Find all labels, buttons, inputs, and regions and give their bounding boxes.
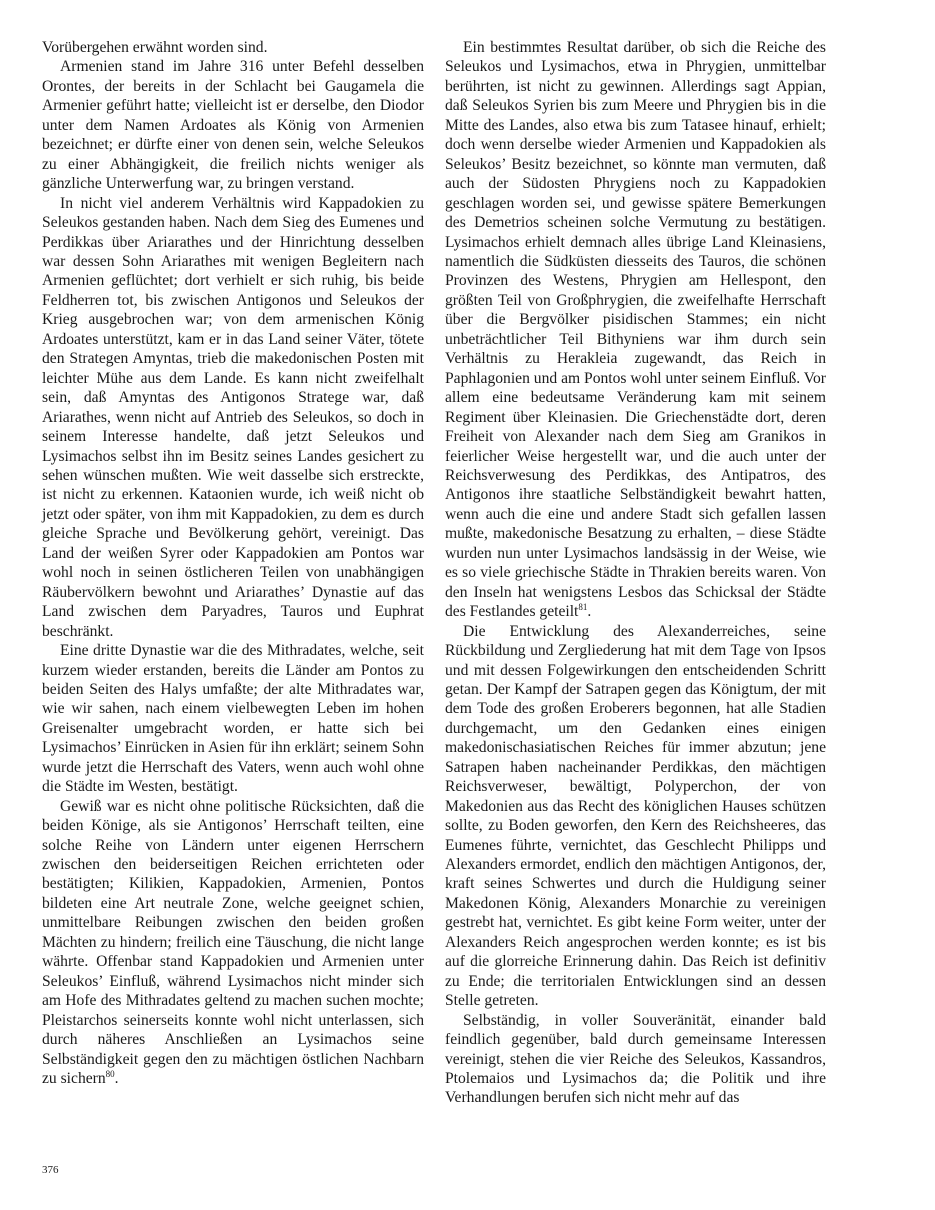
- paragraph-end: .: [114, 1070, 119, 1088]
- footnote-marker[interactable]: 81: [578, 601, 588, 612]
- paragraph: Selbständig, in voller Souveränität, einander bald feindlich gegenüber, bald durch gemeinsame Interessen vereinigt, stehen die vier Reiche des Seleukos, Kassandros, Ptolemaios und Lysimachos da; die Politik und ihre Verhandlungen berufen sich nicht mehr auf das: [445, 1011, 826, 1107]
- paragraph: Eine dritte Dynastie war die des Mithradates, welche, seit kurzem wieder erstanden, bereits die Länder am Pontos zu beiden Seiten des Halys umfaßte; der alte Mithradates war, wie wir sahen, nach einem vielbewegten Leben im hohen Greisenalter umgebracht worden, er hatte sich bei Lysimachos’ Einrücken in Asien für ihn erklärt; seinem Sohn wurde jetzt die Herrschaft des Vaters, wenn auch wohl ohne die Städte im Westen, bestätigt.: [42, 642, 424, 796]
- paragraph-text: Gewiß war es nicht ohne politische Rücksichten, daß die beiden Könige, als sie Antigonos’ Herrschaft teilten, eine solche Reihe von Ländern unter eigenen Herrschern zwischen den beiderseitigen Reichen errichteten oder bestätigten; Kilikien, Kappadokien, Armenien, Pontos bildeten eine Art neutrale Zone, welche geeignet schien, unmittelbare Reibungen zwischen den beiden großen Mächten zu hindern; freilich eine Täuschung, die nicht lange währte. Offenbar stand Kappadokien und Armenien unter Seleukos’ Einfluß, während Lysimachos nicht minder sich am Hofe des Mithradates geltend zu machen suchen mochte; Pleistarchos seinerseits konnte wohl nicht unterlassen, sich durch näheres Anschließen an Lysimachos seine Selbständigkeit gegen den zu mächtigen östlichen Nachbarn zu sichern: [42, 797, 424, 1088]
- paragraph-end: .: [587, 603, 592, 621]
- paragraph: Die Entwicklung des Alexanderreiches, seine Rückbildung und Zergliederung hat mit dem Tage von Ipsos und mit dessen Folgewirkungen den entscheidenden Schritt getan. Der Kampf der Satrapen gegen das Königtum, der mit dem Tode des großen Eroberers begonnen, hat alle Stadien durchgemacht, um den Gedanken eines einigen makedonischasiatischen Reiches für immer abzutun; jene Satrapen haben nacheinander Perdikkas, den mächtigen Reichsverweser, bewältigt, Polyperchon, der von Makedonien aus das Recht des königlichen Hauses schützen sollte, zu Boden geworfen, den Kern des Reichsheeres, das Eumenes führte, vernichtet, das Geschlecht Philipps und Alexanders ermordet, endlich den mächtigen Antigonos, der, kraft seines Schwertes und durch die Huldigung seiner Makedonen König, Alexanders Monarchie zu vereinigen gestrebt hat, vernichtet. Es gibt keine Form weiter, unter der Alexanders Reich angesprochen werden konnte; es ist bis auf die glorreiche Erinnerung dahin. Das Reich ist definitiv zu Ende; die territorialen Entwicklungen sind an dessen Stelle getreten.: [445, 622, 826, 1010]
- right-column: [445, 38, 826, 1108]
- paragraph: [42, 797, 424, 1089]
- paragraph: Armenien stand im Jahre 316 unter Befehl desselben Orontes, der bereits in der Schlacht bei Gaugamela die Armenier geführt hatte; vielleicht ist er derselbe, den Diodor unter dem Namen Ardoates als König von Armenien bezeichnet; er dürfte einer von denen sein, welche Seleukos zu einer Abhängigkeit, die freilich nichts weniger als gänzliche Unterwerfung war, zu bringen verstand.: [42, 58, 424, 193]
- left-column: [42, 38, 424, 1088]
- paragraph: [445, 38, 826, 622]
- page-number: 376: [42, 1164, 59, 1176]
- paragraph: Vorübergehen erwähnt worden sind.: [42, 39, 268, 56]
- paragraph: In nicht viel anderem Verhältnis wird Kappadokien zu Seleukos gestanden haben. Nach dem Sieg des Eumenes und Perdikkas über Ariarathes und der Hinrichtung desselben war dessen Sohn Ariarathes mit wenigen Begleitern nach Armenien geflüchtet; dort verhielt er sich ruhig, bis beide Feldherren tot, bis zwischen Antigonos und Seleukos der Krieg ausgebrochen war; von dem armenischen König Ardoates unterstützt, kam er in das Land seiner Väter, tötete den Strategen Amyntas, trieb die makedonischen Posten mit leichter Mühe aus dem Lande. Es kann nicht zweifelhalt sein, daß Amyntas des Antigonos Stratege war, daß Ariarathes, wenn nicht auf Antrieb des Seleukos, so doch in seinem Interesse handelte, daß jetzt Seleukos und Lysimachos selbst ihn im Besitz seines Landes gesichert zu sehen wünschen mußten. Wie weit dasselbe sich erstreckte, ist nicht zu erkennen. Kataonien wurde, ich weiß nicht ob jetzt oder später, von ihm mit Kappadokien, zu dem es durch gleiche Sprache und Bevölkerung gehört, vereinigt. Das Land der weißen Syrer oder Kappadokien am Pontos war wohl noch in seinen östlicheren Teilen von unabhängigen Räubervölkern bewohnt und Ariarathes’ Dynastie auf das Land zwischen dem Paryadres, Tauros und Euphrat beschränkt.: [42, 194, 424, 640]
- paragraph-text: Ein bestimmtes Resultat darüber, ob sich die Reiche des Seleukos und Lysimachos, etwa in Phrygien, unmittelbar berührten, ist nicht zu gewinnen. Allerdings sagt Appian, daß Seleukos Syrien bis zum Meere und Phrygien bis in die Mitte des Landes, also etwa bis zum Tatasee hinauf, erhielt; doch wenn derselbe wieder Armenien und Kappadokien als Seleukos’ Besitz bezeichnet, so könnte man vermuten, daß auch der Südosten Phrygiens noch zu Kappadokien geschlagen worden sei, und gewisse spätere Bemerkungen des Demetrios scheinen solche Vermutung zu bestätigen. Lysimachos erhielt demnach alles übrige Land Kleinasiens, namentlich die Südküsten diesseits des Tauros, die schönen Provinzen des Westens, Phrygien am Hellespont, den größten Teil von Großphrygien, die zweifelhafte Herrschaft über die Bergvölker pisidischen Stammes; ein nicht unbeträchtlicher Teil Bithyniens war ihm durch sein Verhältnis zu Herakleia zugewandt, das Reich in Paphlagonien und am Pontos wohl unter seinem Einfluß. Vor allem eine bedeutsame Veränderung kam mit seinem Regiment über Kleinasien. Die Griechenstädte dort, deren Freiheit von Alexander nach dem Sieg am Granikos in feierlicher Weise hergestellt war, und die auch unter der Reichsverwesung des Perdikkas, des Antipatros, des Antigonos ihre staatliche Selbständigkeit bewahrt hatten, wenn auch die eine und andere Stadt sich gefallen lassen mußte, makedonische Besatzung zu erhalten, – diese Städte wurden nun unter Lysimachos landsässig in der Weise, wie es so viele griechische Städte in Thrakien bereits waren. Von den Inseln hat wenigstens Lesbos das Schicksal der Städte des Festlandes geteilt: [445, 39, 827, 621]
- footnote-marker[interactable]: 80: [105, 1068, 115, 1079]
